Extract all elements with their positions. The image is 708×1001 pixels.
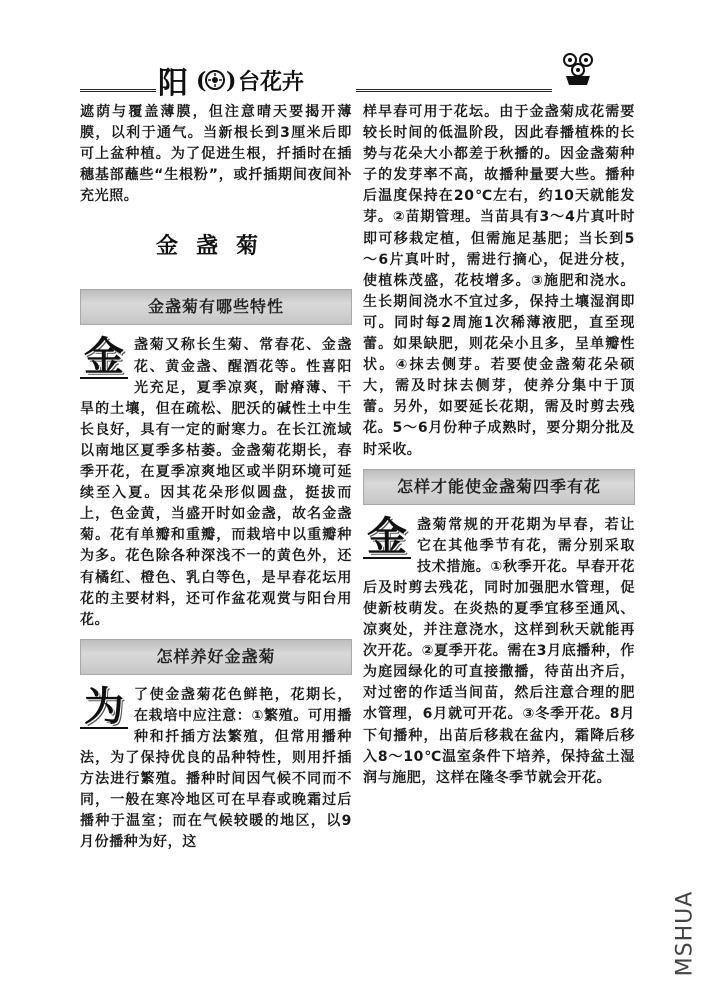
section-heading-year-round: 怎样才能使金盏菊四季有花 [363,469,635,505]
header-title-big: 阳 [158,66,188,101]
drop-cap: 为 [80,687,128,729]
section-heading-characteristics: 金盏菊有哪些特性 [80,289,352,325]
flower-pot-icon [558,48,598,88]
watermark [672,880,698,986]
header-rule-left [80,89,156,92]
section-body-cultivation [80,682,352,854]
header-title-rest: 台花卉 [238,68,305,95]
watermark-text: MSHUA [672,890,698,976]
continuation-paragraph: 遮荫与覆盖薄膜，但注意晴天要揭开薄膜，以利于通气。当新根长到3厘米后即可上盆种植。为了促进生根，扦插时在插穗基部蘸些“生根粉”，或扦插期间夜间补充光照。 [80,104,352,205]
article-title: 金盏菊 [155,233,276,260]
section-body-year-round [363,512,635,789]
left-column [80,102,352,854]
section-paragraph: 盏菊又称长生菊、常春花、金盏花、黄金盏、醒酒花等。性喜阳光充足，夏季凉爽，耐瘠薄、干旱的土壤，但在疏松、肥沃的碱性土中生长良好，具有一定的耐寒力。在长江流域以南地区夏季多枯萎。金盏菊花期长，春季开花，在夏季凉爽地区或半阴环境可延续至入夏。因其花朵形似圆盘，挺拔而上，色金黄，当盛开时如金盏，故名金盏菊。花有单瓣和重瓣，而栽培中以重瓣种为多。花色除各种深浅不一的黄色外，还有橘红、橙色、乳白等色，是早春花坛用花的主要材料，还可作盆花观赏与阳台用花。 [80,337,352,628]
sun-in-parentheses-icon [195,67,235,93]
continuation-paragraph: 样早春可用于花坛。由于金盏菊成花需要较长时间的低温阶段，因此春播植株的长势与花朵大小都差于秋播的。因金盏菊种子的发芽率不高，故播种量要大些。播种后温度保持在20℃左右，约10天就能发芽。②苗期管理。当苗具有3～4片真叶时即可移栽定植，但需施足基肥；当长到5～6片真叶时，需进行摘心，促进分枝，使植株茂盛，花枝增多。③施肥和浇水。生长期间浇水不宜过多，保持土壤湿润即可。同时每2周施1次稀薄液肥，直至现蕾。如果缺肥，则花朵小且多，呈单瓣性状。④抹去侧芽。若要使金盏菊花朵硕大，需及时抹去侧芽，使养分集中于顶蕾。另外，如要延长花期，需及时剪去残花。5～6月份种子成熟时，要分期分批及时采收。 [363,104,635,458]
paren-close: ) [226,68,237,94]
drop-cap: 金 [363,517,411,559]
section-body-characteristics [80,335,352,630]
section-heading-cultivation: 怎样养好金盏菊 [80,639,352,675]
paren-open: ( [196,68,207,94]
section-paragraph: 了使金盏菊花色鲜艳，花期长，在栽培中应注意：①繁殖。可用播种和扦插方法繁殖，但常用播种法，为了保持优良的品种特性，则用扦插方法进行繁殖。播种时间因气候不同而不同，一般在寒冷地区可在早春或晚霜过后播种于温室；而在气候较暖的地区，以9月份播种为好，这 [80,686,352,851]
right-column [363,102,635,789]
section-header [158,60,304,100]
header-rule-right [356,89,552,92]
drop-cap: 金 [80,337,128,379]
section-paragraph: 盏菊常规的开花期为早春，若让它在其他季节有花，需分别采取技术措施。①秋季开花。早春开花后及时剪去残花，同时加强肥水管理，促使新枝萌发。在炎热的夏季宜移至通风、凉爽处，并注意浇水，这样到秋天就能再次开花。②夏季开花。需在3月底播种，作为庭园绿化的可直接撒播，待苗出齐后，对过密的作适当间苗，然后注意合理的肥水管理，6月就可开花。③冬季开花。8月下旬播种，出苗后移栽在盆内，霜降后移入8～10℃温室条件下培养，保持盆土湿润与施肥，这样在隆冬季节就会开花。 [363,516,635,786]
